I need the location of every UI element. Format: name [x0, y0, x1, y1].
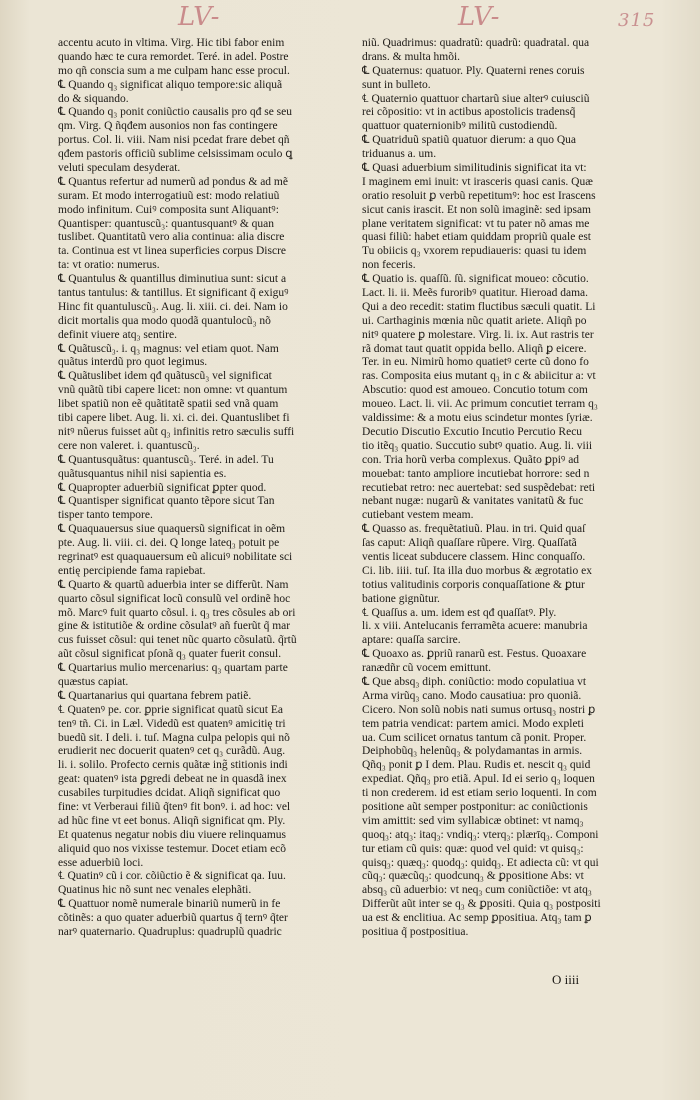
left-column-line: quando hæc te cura remordet. Teré. in adel. Postre — [58, 50, 289, 63]
left-column-line: quarto cõsul significat locũ consulũ vel ordinẽ hoc — [58, 592, 291, 605]
left-column-line: cere non valeret. i. quantuscũ₃. — [58, 439, 200, 452]
right-column-line: Tu obiicis q₃ vxorem repudiaueris: quasi tu idem — [362, 245, 587, 258]
right-column-line: tio itẽq₃ quatio. Succutio subtꝰ quatio. Aug. li. viii — [362, 439, 593, 452]
right-column-line: ua est & enclitiua. Ac semp ꝑpositiua. Atq₃ tam ꝑ — [362, 912, 592, 925]
right-column-line: Lact. li. ii. Meẽs furoribꝰ quatitur. Hieroad dama. — [362, 287, 589, 300]
signature-mark: O iiii — [552, 972, 580, 987]
right-column-line: drans. & multa hmõi. — [362, 50, 461, 63]
handwritten-folio-mid: LV- — [458, 2, 501, 32]
right-column-line: tem patria vendicat: partem amici. Modo expleti — [362, 717, 584, 730]
right-column-line: quattuor quaternionibꝰ militũ custodiendũ. — [362, 120, 558, 133]
left-column-line: Quatinus hic nõ sunt nec venales elephãti. — [58, 884, 252, 897]
right-column-line: ℄ Quoaxo as. ꝑpriũ ranarũ est. Festus. Quoaxare — [362, 648, 587, 661]
right-column-line: triduanus a. um. — [362, 148, 437, 161]
left-column-line: ℄ Quando q₃ significat aliquo tempore:sic aliquã — [58, 78, 283, 91]
left-column-line: qđem pastoris officiũ sublime celsissimam oculo ꝗ — [58, 148, 293, 161]
left-column-line: aliquid quo nos vixisse testemur. Docet etiam ecõ — [58, 842, 287, 855]
left-column-line: quãtusquantus nihil nisi sapientia es. — [58, 467, 227, 480]
left-column-line: buedũ sit. I deli. i. tuſ. Magna culpa pelopis qui nõ — [58, 731, 290, 744]
right-column-line: quoq₃: atq₃: itaq₃: vndiq₃: vterq₃: plærīq₃. Componi — [362, 828, 599, 841]
left-column-line: suram. Et modo interrogatiuũ est: modo relatiuũ — [58, 189, 280, 202]
left-column-line: modo infinitum. Cuiꝰ composita sunt Aliquantꝰ: — [58, 203, 279, 216]
left-column-line: tisper tanto tempore. — [58, 509, 153, 522]
right-column-line: aptare: quaſſa sarcire. — [362, 634, 461, 647]
right-column-line: ras. Composita eius mutant q₃ in c & abiicitur a: vt — [362, 370, 596, 383]
right-column-line: Arma virũq₃ cano. Modo causatiua: pro quoniã. — [362, 689, 582, 702]
right-column-line: non feceris. — [362, 259, 416, 272]
right-column-line: sunt in bulleto. — [362, 78, 431, 91]
right-column-line: rei cõpositio: vt in actibus apostolicis tradensq̃ — [362, 106, 576, 119]
left-column-line: cus fuisset cõsul: qui tenet nũc quarto cõsulatũ. q̃rtũ — [58, 634, 297, 647]
right-column-line: ℄ Quasso as. frequẽtatiuũ. Plau. in tri. Quid quaſ — [362, 523, 586, 536]
left-column-line: aũt cõsul significat pſonã q₃ quater fuerit consul. — [58, 648, 282, 661]
right-column-line: batione gignũtur. — [362, 592, 440, 605]
right-column-line: oratio resoluit ꝑ verbũ repetitumꝰ: hoc est Irascens — [362, 189, 596, 202]
right-column-line: ℄ Quatio is. quaſſũ. ſũ. significat moueo: cõcutio. — [362, 273, 589, 286]
right-column-line: ua. Cum scilicet ornatus tantum cã ponit. Proper. — [362, 731, 587, 744]
left-column-line: ℄ Quartanarius qui quartana febrem patiẽ. — [58, 689, 252, 702]
right-column-line: ventis liceat subducere classem. Hinc conquaſſo. — [362, 550, 586, 563]
right-column-line: ℄ Quatriduũ spatiũ quatuor dierum: a quo Qua — [362, 134, 577, 147]
right-column-line: Decutio Discutio Excutio Incutio Percutio Recu — [362, 425, 583, 438]
right-column-line: ui. Carthaginis mœnia nũc quatit ariete. Aliqñ po — [362, 314, 587, 327]
right-column-line: ℄ Quaternus: quatuor. Ply. Quaterni renes coruis — [362, 64, 585, 77]
right-column-line: nitꝰ quatere ꝑ molestare. Virg. li. ix. Aut rastris ter — [362, 328, 594, 341]
right-column-line: mouebat: tanto ampliore incutiebat horrore: sed n — [362, 467, 590, 480]
left-column-line: ℄ Quatinꝰ cũ i cor. cõiũctio ẽ & significat qa. Iuu. — [58, 870, 286, 883]
right-column-line: Abscutio: quod est amoueo. Concutio totum com — [362, 384, 588, 397]
left-column-line: ℄ Quantus refertur ad numerũ ad pondus & ad mẽ — [58, 175, 288, 188]
left-column-line: li. i. solilo. Profecto cernis quãtæ ing̃ stitionis indi — [58, 759, 288, 772]
left-column-line: ℄ Quantulus & quantillus diminutiua sunt: sicut a — [58, 273, 287, 286]
left-column-line: ad hũc fine vt eet bonus. Aliqñ significat qm. Ply. — [58, 814, 286, 827]
left-column-line: ta. Continua est vt linea superficies corpus Discre — [58, 245, 287, 258]
right-column-line: Deiphobũq₃ helenũq₃ & polydamantas in armis. — [362, 745, 583, 758]
left-column-line: qm. Virg. Q̃ ñqđem ausonios non fas contingere — [58, 120, 278, 133]
left-column-line: ℄ Quattuor nomẽ numerale binariũ numerũ in fe — [58, 898, 281, 911]
left-column-line: ℄ Quantusquãtus: quantuscũ₃. Teré. in adel. Tu — [58, 453, 274, 466]
left-column-line: mõ. Marcꝰ fuit quarto cõsul. i. q₃ tres cõsules ab ori — [58, 606, 296, 619]
right-column-line: rã domat taut quatit oppida bello. Aliqñ ꝑ eicere. — [362, 342, 587, 355]
right-column-line: expediat. Q̃ñq₃ pro etiã. Apul. Id ei serio q₃ loquen — [362, 773, 595, 786]
left-column-line: definit viuere atq₃ sentire. — [58, 328, 177, 341]
right-column-line: ℄ Quasi aduerbium similitudinis significat ita vt: — [362, 162, 587, 175]
right-column-line: totius valitudinis corporis conquaſſatione & ꝑtur — [362, 578, 585, 591]
right-column-line: cũq₃: quæcũq₃: quodcunq₃ & ꝑpositione Abs: vt — [362, 870, 584, 883]
left-column-line: erudierit nec docuerit quatenꝰ cet q₃ curãdũ. Aug. — [58, 745, 286, 758]
right-column-line: quisq₃: quæq₃: quodq₃: quidq₃. Et adiecta cũ: vt qui — [362, 856, 599, 869]
left-column-line: gine & istitutiõe & ordine cõsulatꝰ añ fuerũt q̃ mar — [58, 620, 291, 633]
left-column-line: do & siquando. — [58, 92, 129, 105]
left-column-line: narꝰ quaternario. Quadruplus: quadruplũ quadric — [58, 926, 282, 938]
right-column-line: positiua q̃ postpositiua. — [362, 926, 469, 938]
right-column-line: ranædñr cũ vocem emittunt. — [362, 662, 492, 675]
left-column-line: ℄ Quaquauersus siue quaquersũ significat in oẽm — [58, 523, 286, 536]
right-column-line: sicut canis irascit. Et non solũ imaginẽ: sed ipsam — [362, 203, 592, 216]
right-column-line: I maginem emi inuit: vt irasceris quasi canis. Quæ — [362, 175, 593, 188]
right-column-line: Q̃ñq₃ ponit ꝑ I dem. Plau. Rudis et. nescit q₃ quid — [362, 759, 591, 772]
right-column-line: con. Tria horũ verba complexus. Quãto ꝑpiꝰ ad — [362, 453, 580, 466]
left-column-line: tantus tantulus: & tantillus. Et significant q̃ exiguꝰ — [58, 287, 289, 300]
right-column-line: ti non crederem. id est etiam serio loquenti. In com — [362, 787, 597, 800]
left-column-line: Hinc fit quantuluscũ₃. Aug. li. xiii. ci. dei. Nam io — [58, 300, 288, 313]
right-column-line: Ci. lib. iiii. tuſ. Ita illa duo morbus & ægrotatio ex — [362, 564, 592, 577]
left-column-line: Et quatenus negatur nobis diu viuere relinquamus — [58, 828, 287, 841]
left-text-column — [58, 37, 344, 940]
left-column-line: Quantisper: quantuscũ₃: quantusquantꝰ & quan — [58, 217, 275, 230]
left-column-line: quãtus interdũ pro quot legimus. — [58, 356, 208, 369]
left-column-line: tuslibet. Quantitatũ vero alia continua: alia discre — [58, 231, 285, 244]
left-column-line: entię percipiende fama rapiebat. — [58, 564, 206, 577]
left-column-line: dicit mortalis qua modo quodã quantulocũ₃ nõ — [58, 314, 271, 327]
right-column-line: ℄ Quaternio quattuor chartarũ siue alterꝰ cuiusciũ — [362, 92, 590, 105]
left-column-line: ℄ Quatenꝰ pe. cor. ꝑprie significat quatũ sicut Ea — [58, 703, 283, 716]
left-column-line: mo qñ conscia sum a me culpam hanc esse procul. — [58, 64, 290, 77]
right-column-line: Qui a deo recedit: statim fluctibus sæculi quatit. Li — [362, 300, 596, 313]
left-column-line: ta: vt oratio: numerus. — [58, 259, 160, 272]
right-column-line: absq₃ cũ aduerbio: vt neq₃ cum coniũctiõe: vt atq₃ — [362, 884, 592, 897]
right-column-line: positione aũt semper postponitur: ac coniũctionis — [362, 800, 588, 813]
handwritten-folio-number: 315 — [618, 10, 656, 31]
right-column-line: ℄ Quaſſus a. um. idem est qđ quaſſatꝰ. Ply. — [362, 606, 557, 619]
right-text-column — [362, 37, 648, 940]
left-column-line: pte. Aug. li. viii. ci. dei. Q̃ longe lateq₃ potuit pe — [58, 537, 280, 550]
left-column-line: ℄ Quãtuslibet idem qđ quãtuscũ₃ vel significat — [58, 370, 272, 383]
left-column-line: fine: vt Verberaui filiũ q̃tenꝰ fit bonꝰ. i. ad hoc: vel — [58, 800, 291, 813]
left-column-line: vnũ quãtũ tibi capere licet: non omne: vt quantum — [58, 384, 288, 397]
left-column-line: esse aduerbiũ loci. — [58, 856, 144, 869]
right-column-line: li. x viii. Antelucanis ferramẽta acuere: manubria — [362, 620, 588, 633]
left-column-line: cusabiles turpitudies dcidat. Aliqñ significat quo — [58, 787, 281, 800]
handwritten-folio-left: LV- — [178, 2, 221, 32]
right-column-line: moueo. Lact. li. vii. Ac primum concutiet terram q₃ — [362, 398, 598, 411]
left-column-line: geat: quatenꝰ ista ꝑgredi debeat ne in quasdã inex — [58, 773, 287, 786]
left-column-line: libet spatiũ non eẽ quãtitatẽ spatii sed vnã quam — [58, 398, 279, 411]
right-column-line: ℄ Que absq₃ diph. coniũctio: modo copulatiua vt — [362, 675, 587, 688]
left-column-line: ℄ Quando q₃ ponit coniũctio causalis pro qđ se seu — [58, 106, 293, 119]
left-column-line: ℄ Quãtuscũ₃. i. q₃ magnus: vel etiam quot. Nam — [58, 342, 279, 355]
left-column-line: accentu acuto in vltima. Virg. Hic tibi fabor enim — [58, 37, 285, 49]
right-column-line: plane veritatem significat: vt tu pater nõ amas me — [362, 217, 590, 230]
right-column-line: valdissime: & a motu eius scindetur montes ſyriæ. — [362, 412, 593, 425]
right-column-line: Ter. in eu. Nimirũ homo quatietꝰ certe cũ dono fo — [362, 356, 589, 369]
right-column-line: vim amittit: sed vim syllabicæ obtinet: vt namq₃ — [362, 814, 584, 827]
left-column-line: regrinatꝰ est quaquauersum eũ alicuiꝰ nobilitate sci — [58, 550, 293, 563]
right-column-line: Cicero. Non solũ nobis nati sumus ortusq₃ nostri ꝑ — [362, 703, 596, 716]
right-column-line: recutiebat retro: nec auertebat: sed suspẽdebat: reti — [362, 481, 596, 494]
left-column-line: ℄ Quantisper significat quanto tẽpore sicut Tan — [58, 495, 275, 508]
left-column-line: portus. Col. li. viii. Nam nisi pcedat frare debet qñ — [58, 134, 290, 147]
left-column-line: ℄ Quartarius mulio mercenarius: q₃ quartam parte — [58, 662, 288, 675]
left-column-line: nitꝰ nũerus fuisset aũt q₃ infinitis retro sæculis suffi — [58, 425, 295, 438]
right-column-line: niũ. Quadrimus: quadratũ: quadrũ: quadratal. qua — [362, 37, 590, 49]
left-column-line: tenꝰ tñ. Ci. in Læl. Videdũ est quatenꝰ amicitię tri — [58, 717, 286, 730]
left-column-line: ℄ Quarto & quartũ aduerbia inter se differũt. Nam — [58, 578, 289, 591]
right-column-line: nebant nugæ: nugarũ & vanitates vanitatũ & fuc — [362, 495, 584, 508]
right-column-line: tur etiam cũ quis: quæ: quod vel quid: vt quisq₃: — [362, 842, 584, 855]
right-column-line: Differũt aũt inter se q₃ & ꝑpositi. Quia q₃ postpositi — [362, 898, 601, 911]
left-column-line: tibi capere libet. Aug. li. xi. ci. dei. Quantuslibet fi — [58, 412, 290, 425]
right-column-line: quasi filiũ: habet etiam quiddam propriũ quale est — [362, 231, 591, 244]
left-column-line: veluti speculam desyderat. — [58, 162, 181, 175]
left-column-line: quæstus capiat. — [58, 675, 129, 688]
right-column-line: cutiebant vestem meam. — [362, 509, 474, 522]
left-column-line: ℄ Quapropter aduerbiũ significat ꝑpter quod. — [58, 481, 267, 494]
left-column-line: cõtinẽs: a quo quater aduerbiũ quartus q̃ ternꝰ q̃ter — [58, 912, 288, 925]
right-column-line: ſas caput: Aliqñ quaſſare rũpere. Virg. Quaſſatã — [362, 537, 577, 550]
